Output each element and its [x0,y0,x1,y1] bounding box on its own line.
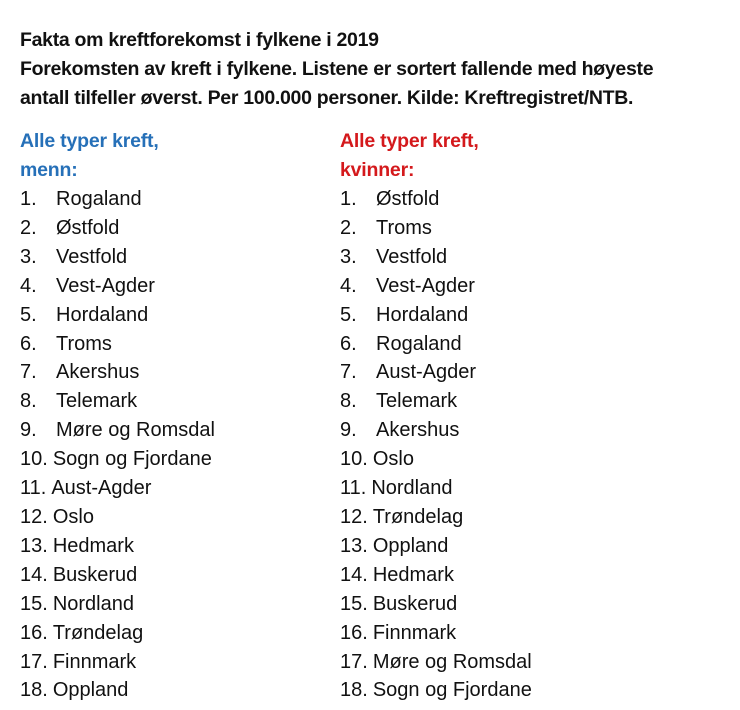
county-name: Hordaland [376,303,469,326]
list-item [20,474,215,503]
rank-number: 2. [20,216,37,239]
rank-number: 4. [340,274,357,297]
rank-number: 3. [340,245,357,268]
list-item [340,301,532,330]
intro [20,26,730,113]
county-name: Møre og Romsdal [372,650,532,673]
county-name: Nordland [52,592,134,615]
list-item [20,503,215,532]
rank-number: 3. [20,245,37,268]
men-heading-line-1: Alle typer kreft, [20,130,159,152]
description-line-1: Forekomsten av kreft i fylkene. Listene er sortert fallende med høyeste [20,58,654,80]
county-name: Trøndelag [52,621,144,644]
page-title: Fakta om kreftforekomst i fylkene i 2019 [20,29,379,51]
county-name: Telemark [56,390,138,413]
list-item [20,301,215,330]
women-heading-line-2: kvinner: [340,159,415,181]
rank-number: 7. [20,361,37,384]
county-name: Rogaland [376,332,462,355]
list-item [340,676,532,705]
county-name: Buskerud [372,592,458,615]
men-heading [20,127,215,185]
list-item [340,214,532,243]
county-name: Sogn og Fjordane [372,679,532,702]
rank-number: 14. [340,563,368,586]
list-item [340,243,532,272]
list-item [340,272,532,301]
rank-number: 2. [340,216,357,239]
county-name: Akershus [56,361,140,384]
county-name: Oslo [372,448,414,471]
list-item [340,503,532,532]
county-name: Hordaland [56,303,149,326]
county-name: Telemark [376,390,458,413]
rank-number: 6. [340,332,357,355]
list-item [20,619,215,648]
rank-number: 11. [340,477,367,500]
rank-number: 18. [20,679,48,702]
list-item [340,358,532,387]
list-item [20,561,215,590]
rank-number: 9. [340,419,357,442]
rank-number: 8. [20,390,37,413]
rank-number: 14. [20,563,48,586]
rank-number: 4. [20,274,37,297]
county-name: Vestfold [376,245,448,268]
list-item [20,330,215,359]
rank-number: 12. [20,505,48,528]
list-item [20,272,215,301]
rank-number: 10. [340,448,368,471]
rank-number: 15. [340,592,368,615]
description-line-2: antall tilfeller øverst. Per 100.000 personer. Kilde: Kreftregistret/NTB. [20,87,634,109]
list-item [20,214,215,243]
county-name: Akershus [376,419,460,442]
rank-number: 1. [340,188,357,210]
county-name: Vest-Agder [376,274,475,297]
county-name: Troms [376,216,432,239]
county-name: Sogn og Fjordane [52,448,212,471]
women-heading-line-1: Alle typer kreft, [340,130,479,152]
list-item [340,474,532,503]
county-name: Trøndelag [372,505,464,528]
list-item [20,676,215,705]
rank-number: 9. [20,419,37,442]
county-name: Finnmark [52,650,137,673]
list-item [340,532,532,561]
rank-number: 15. [20,592,48,615]
county-name: Oslo [52,505,94,528]
rank-number: 13. [340,534,368,557]
list-item [340,445,532,474]
rank-number: 16. [340,621,368,644]
county-name: Nordland [371,477,453,500]
rank-number: 7. [340,361,357,384]
list-item [20,532,215,561]
list-item [340,648,532,677]
county-name: Aust-Agder [376,361,477,384]
county-name: Troms [56,332,112,355]
rank-number: 5. [340,303,357,326]
county-name: Vestfold [56,245,128,268]
county-name: Østfold [376,188,440,210]
county-name: Oppland [372,534,449,557]
rank-number: 12. [340,505,368,528]
county-name: Rogaland [56,188,142,210]
women-ranking-list [340,185,532,705]
county-name: Vest-Agder [56,274,155,297]
list-item [340,330,532,359]
men-column [20,127,215,705]
women-heading [340,127,532,185]
county-name: Buskerud [52,563,138,586]
list-item [20,590,215,619]
list-item [20,185,215,214]
county-name: Aust-Agder [51,477,152,500]
rank-number: 16. [20,621,48,644]
list-item [20,416,215,445]
list-item [340,561,532,590]
county-name: Østfold [56,216,120,239]
list-item [20,648,215,677]
list-item [20,387,215,416]
men-heading-line-2: menn: [20,159,78,181]
rank-number: 18. [340,679,368,702]
list-item [20,243,215,272]
rank-number: 17. [340,650,368,673]
rank-number: 10. [20,448,48,471]
county-name: Oppland [52,679,129,702]
women-column [340,127,532,705]
list-item [340,387,532,416]
rank-number: 5. [20,303,37,326]
county-name: Finnmark [372,621,457,644]
rank-number: 11. [20,477,47,500]
men-ranking-list [20,185,215,705]
rank-number: 13. [20,534,48,557]
county-name: Hedmark [372,563,454,586]
rank-number: 8. [340,390,357,413]
list-item [20,445,215,474]
list-item [340,416,532,445]
rank-number: 17. [20,650,48,673]
list-item [340,590,532,619]
county-name: Møre og Romsdal [56,419,215,442]
county-name: Hedmark [52,534,134,557]
rank-number: 1. [20,188,37,210]
list-item [20,358,215,387]
rank-number: 6. [20,332,37,355]
list-item [340,185,532,214]
list-item [340,619,532,648]
